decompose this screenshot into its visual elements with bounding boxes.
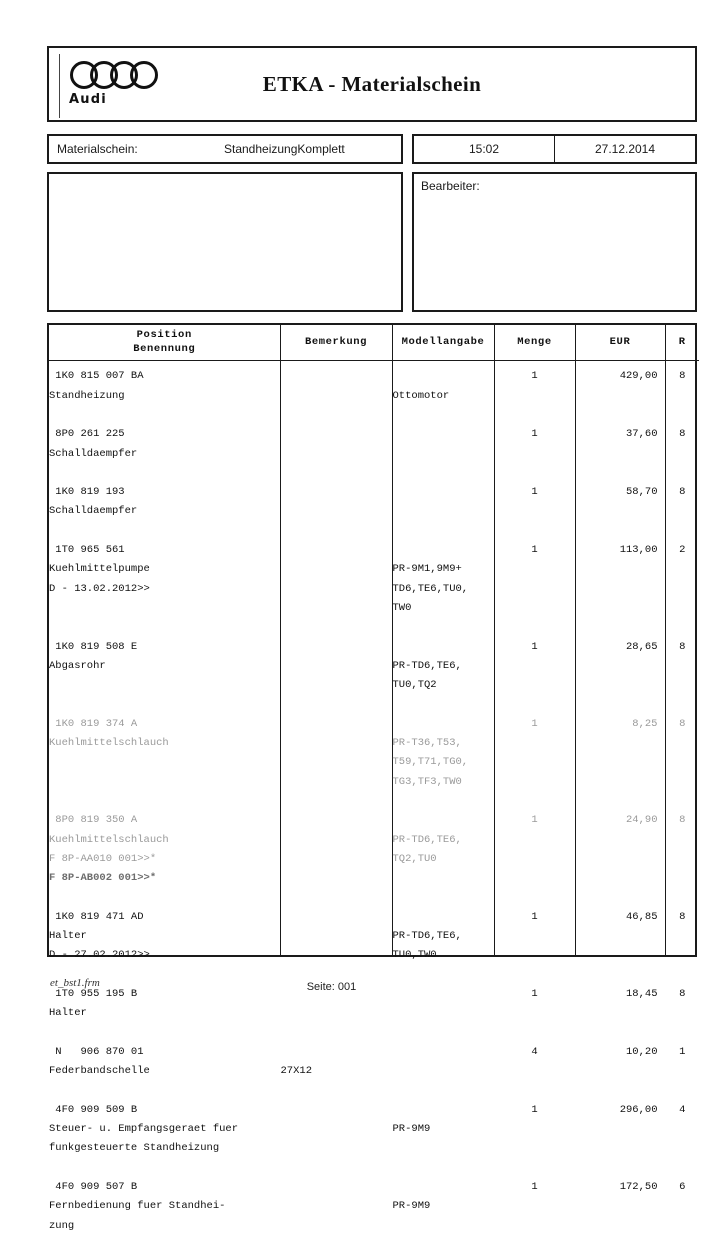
table-row bbox=[49, 908, 280, 966]
table-row bbox=[495, 715, 575, 734]
table-row bbox=[281, 811, 392, 830]
column-cell-eur bbox=[575, 361, 665, 1193]
table-row bbox=[281, 1178, 392, 1197]
table-cell-line: TD6,TE6,TU0, bbox=[392, 582, 469, 595]
table-row bbox=[393, 1178, 494, 1217]
table-cell-line bbox=[393, 908, 494, 927]
table-row bbox=[666, 1178, 700, 1197]
table-cell-line: PR-9M1,9M9+ bbox=[392, 563, 462, 576]
table-row bbox=[666, 638, 700, 657]
table-row bbox=[49, 715, 280, 754]
table-row bbox=[576, 367, 665, 386]
table-cell-line: TU0,TQ2 bbox=[392, 679, 437, 692]
table-row bbox=[576, 1101, 665, 1120]
table-row bbox=[576, 1178, 665, 1197]
table-row bbox=[666, 425, 700, 444]
table-row bbox=[393, 367, 494, 406]
table-cell-line: 8 bbox=[679, 987, 686, 1000]
document-header bbox=[47, 46, 697, 122]
table-row bbox=[495, 811, 575, 830]
column-header-eur: EUR bbox=[575, 325, 665, 361]
table-cell-line: Steuer- u. Empfangsgeraet fuer bbox=[49, 1123, 239, 1136]
table-cell-line: 4 bbox=[531, 1045, 538, 1058]
table-cell-line: 8 bbox=[679, 486, 686, 499]
table-row bbox=[281, 367, 392, 386]
table-cell-line bbox=[281, 908, 392, 927]
table-row bbox=[49, 1043, 280, 1082]
table-row bbox=[49, 638, 280, 677]
table-cell-line: 2 bbox=[679, 544, 686, 557]
table-cell-line: 18,45 bbox=[625, 987, 658, 1000]
table-row bbox=[281, 541, 392, 560]
table-row bbox=[495, 367, 575, 386]
table-cell-line bbox=[393, 425, 494, 444]
table-cell-line: 37,60 bbox=[625, 428, 658, 441]
table-cell-line: 27X12 bbox=[280, 1065, 313, 1078]
table-row bbox=[576, 483, 665, 502]
table-cell-line bbox=[393, 715, 494, 734]
table-cell-line: 1K0 815 007 BA bbox=[49, 370, 144, 383]
table-cell-line: PR-TD6,TE6, bbox=[392, 659, 462, 672]
table-cell-line: Halter bbox=[49, 1007, 87, 1020]
table-row bbox=[49, 1101, 280, 1159]
table-row bbox=[281, 425, 392, 444]
table-cell-line: Kuehlmittelschlauch bbox=[49, 833, 169, 846]
table-row bbox=[666, 715, 700, 734]
table-cell-line: PR-TD6,TE6, bbox=[392, 930, 462, 943]
table-cell-line: 6 bbox=[679, 1180, 686, 1193]
timestamp-field bbox=[412, 134, 697, 164]
table-cell-line: 8P0 819 350 A bbox=[49, 814, 138, 827]
table-row bbox=[49, 1178, 280, 1236]
table-cell-line bbox=[393, 811, 494, 830]
time-value: 15:02 bbox=[468, 142, 500, 156]
table-row bbox=[49, 425, 280, 464]
column-header-menge: Menge bbox=[494, 325, 575, 361]
table-row bbox=[495, 425, 575, 444]
table-cell-line bbox=[281, 1101, 392, 1120]
table-cell-line: 1 bbox=[531, 428, 538, 441]
table-row bbox=[393, 908, 494, 966]
table-cell-line: 10,20 bbox=[625, 1045, 658, 1058]
table-row bbox=[281, 638, 392, 657]
table-row bbox=[666, 1043, 700, 1062]
table-cell-line: 1K0 819 471 AD bbox=[49, 910, 144, 923]
table-cell-line: 8 bbox=[679, 910, 686, 923]
table-cell-line bbox=[281, 483, 392, 502]
materialschein-value: StandheizungKomplett bbox=[224, 142, 345, 156]
table-cell-line: Schalldaempfer bbox=[49, 447, 138, 460]
table-row bbox=[393, 425, 494, 444]
table-row bbox=[576, 811, 665, 830]
table-row bbox=[576, 715, 665, 734]
table-cell-line: 1 bbox=[531, 814, 538, 827]
table-cell-line: 1K0 819 374 A bbox=[49, 717, 138, 730]
footer-filename: et_bst1.frm bbox=[50, 977, 100, 989]
table-cell-line: 8 bbox=[679, 717, 686, 730]
table-cell-line: 8 bbox=[679, 370, 686, 383]
table-cell-line: 1 bbox=[531, 1103, 538, 1116]
table-cell-line: 1 bbox=[531, 717, 538, 730]
table-row bbox=[393, 1043, 494, 1062]
table-cell-line: TW0 bbox=[392, 601, 412, 614]
table-cell-line: Kuehlmittelpumpe bbox=[49, 563, 150, 576]
table-cell-line: Federbandschelle bbox=[49, 1065, 150, 1078]
bearbeiter-box[interactable] bbox=[412, 172, 697, 312]
table-cell-line: TG3,TF3,TW0 bbox=[392, 775, 462, 788]
table-row bbox=[281, 483, 392, 502]
footer-page-number: Seite: 001 bbox=[306, 981, 357, 993]
table-body bbox=[49, 361, 699, 955]
table-cell-line bbox=[393, 1178, 494, 1197]
table-cell-line: 429,00 bbox=[619, 370, 658, 383]
table-cell-line: D - 13.02.2012>> bbox=[49, 582, 150, 595]
table-cell-line: 1 bbox=[531, 370, 538, 383]
table-row bbox=[49, 541, 280, 599]
table-cell-line: 296,00 bbox=[619, 1103, 658, 1116]
table-cell-line bbox=[393, 638, 494, 657]
table-cell-line bbox=[281, 638, 392, 657]
table-cell-line: 8 bbox=[679, 814, 686, 827]
table-cell-line: Fernbedienung fuer Standhei- bbox=[49, 1200, 226, 1213]
table-row bbox=[393, 811, 494, 869]
table-cell-line: 46,85 bbox=[625, 910, 658, 923]
table-cell-line: Ottomotor bbox=[392, 389, 450, 402]
table-cell-line bbox=[281, 541, 392, 560]
table-row bbox=[393, 715, 494, 792]
table-cell-line: N 906 870 01 bbox=[49, 1045, 144, 1058]
table-row bbox=[49, 367, 280, 406]
materialschein-label: Materialschein: bbox=[57, 142, 138, 156]
table-row bbox=[495, 541, 575, 560]
table-cell-line: 1 bbox=[531, 544, 538, 557]
table-cell-line: 113,00 bbox=[619, 544, 658, 557]
table-row bbox=[495, 1043, 575, 1062]
table-row bbox=[393, 638, 494, 696]
table-cell-line: Kuehlmittelschlauch bbox=[49, 737, 169, 750]
table-cell-line bbox=[281, 367, 392, 386]
column-header-modellangabe: Modellangabe bbox=[392, 325, 494, 361]
table-cell-line bbox=[393, 541, 494, 560]
column-header-bemerkung: Bemerkung bbox=[280, 325, 392, 361]
table-cell-line bbox=[393, 1101, 494, 1120]
column-header-r: R bbox=[665, 325, 699, 361]
table-row bbox=[49, 483, 280, 522]
table-cell-line bbox=[281, 1043, 392, 1062]
table-row bbox=[666, 541, 700, 560]
table-row bbox=[666, 483, 700, 502]
document-title: ETKA - Materialschein bbox=[262, 72, 482, 96]
table-cell-line bbox=[393, 367, 494, 386]
table-row bbox=[576, 425, 665, 444]
table-row bbox=[495, 1101, 575, 1120]
table-cell-line: 1 bbox=[531, 987, 538, 1000]
table-row bbox=[666, 367, 700, 386]
table-cell-line: TQ2,TU0 bbox=[392, 852, 437, 865]
table-row bbox=[281, 715, 392, 734]
table-row bbox=[666, 908, 700, 927]
table-cell-line: 1 bbox=[679, 1045, 686, 1058]
table-row bbox=[495, 483, 575, 502]
table-cell-line: 1 bbox=[531, 910, 538, 923]
table-cell-line: 1T0 965 561 bbox=[49, 544, 125, 557]
table-row bbox=[281, 1101, 392, 1120]
table-cell-line bbox=[281, 715, 392, 734]
table-cell-line: 8 bbox=[679, 640, 686, 653]
table-cell-line: PR-T36,T53, bbox=[392, 737, 462, 750]
table-cell-line bbox=[281, 425, 392, 444]
column-cell-r bbox=[665, 361, 699, 1193]
column-header-position-line1: Position bbox=[136, 329, 192, 341]
table-cell-line: 8P0 261 225 bbox=[49, 428, 125, 441]
notes-box-left[interactable] bbox=[47, 172, 403, 312]
bearbeiter-label: Bearbeiter: bbox=[421, 179, 480, 193]
table-cell-line bbox=[393, 1043, 494, 1062]
table-cell-line: 8 bbox=[679, 428, 686, 441]
date-value: 27.12.2014 bbox=[554, 136, 695, 162]
table-cell-line: 28,65 bbox=[625, 640, 658, 653]
table-row bbox=[495, 1178, 575, 1197]
table-row bbox=[393, 483, 494, 502]
table-row bbox=[281, 908, 392, 927]
table-cell-line: 1 bbox=[531, 640, 538, 653]
table-row bbox=[393, 1101, 494, 1140]
table-cell-line: Abgasrohr bbox=[49, 659, 106, 672]
table-cell-line bbox=[281, 811, 392, 830]
table-cell-line: 1K0 819 193 bbox=[49, 486, 125, 499]
table-cell-line: 4F0 909 509 B bbox=[49, 1103, 138, 1116]
table-cell-line: 1 bbox=[531, 1180, 538, 1193]
table-cell-line: 8,25 bbox=[632, 717, 658, 730]
table-cell-line: Halter bbox=[49, 930, 87, 943]
table-cell-line: 1T0 955 195 B bbox=[49, 987, 138, 1000]
table-cell-line: 1K0 819 508 E bbox=[49, 640, 138, 653]
table-cell-line: funkgesteuerte Standheizung bbox=[49, 1142, 220, 1155]
table-cell-line: F 8P-AB002 001>>* bbox=[49, 872, 157, 885]
table-cell-line bbox=[281, 1178, 392, 1197]
table-cell-line bbox=[393, 483, 494, 502]
table-cell-line: 58,70 bbox=[625, 486, 658, 499]
table-cell-line: D - 27.02.2012>> bbox=[49, 949, 150, 962]
table-cell-line: zung bbox=[49, 1219, 75, 1232]
table-row bbox=[576, 541, 665, 560]
column-cell-modellangabe bbox=[392, 361, 494, 1213]
table-row bbox=[393, 541, 494, 618]
table-cell-line: 4F0 909 507 B bbox=[49, 1180, 138, 1193]
table-cell-line: PR-9M9 bbox=[392, 1123, 431, 1136]
table-cell-line: Standheizung bbox=[49, 389, 125, 402]
table-row bbox=[666, 811, 700, 830]
table-cell-line: T59,T71,TG0, bbox=[392, 756, 469, 769]
audi-wordmark: Audi bbox=[69, 92, 107, 107]
table-cell-line: 4 bbox=[679, 1103, 686, 1116]
table-row bbox=[49, 811, 280, 888]
materialschein-field bbox=[47, 134, 403, 164]
table-row bbox=[576, 908, 665, 927]
column-header-position-line2: Benennung bbox=[133, 343, 196, 356]
table-cell-line: 1 bbox=[531, 486, 538, 499]
table-cell-line: TU0,TW0 bbox=[392, 949, 437, 962]
column-cell-menge bbox=[494, 361, 575, 1193]
table-cell-line: 24,90 bbox=[625, 814, 658, 827]
table-header-row bbox=[49, 325, 699, 361]
table-cell-line: PR-9M9 bbox=[392, 1200, 431, 1213]
table-cell-line: 172,50 bbox=[619, 1180, 658, 1193]
table-cell-line: PR-TD6,TE6, bbox=[392, 833, 462, 846]
table-row bbox=[281, 1043, 392, 1082]
table-row bbox=[666, 1101, 700, 1120]
table-row bbox=[576, 1043, 665, 1062]
table-row bbox=[495, 638, 575, 657]
table-cell-line: Schalldaempfer bbox=[49, 505, 138, 518]
table-cell-line: F 8P-AA010 001>>* bbox=[49, 852, 157, 865]
table-row bbox=[576, 638, 665, 657]
table-row bbox=[495, 908, 575, 927]
column-header-position bbox=[49, 325, 280, 361]
